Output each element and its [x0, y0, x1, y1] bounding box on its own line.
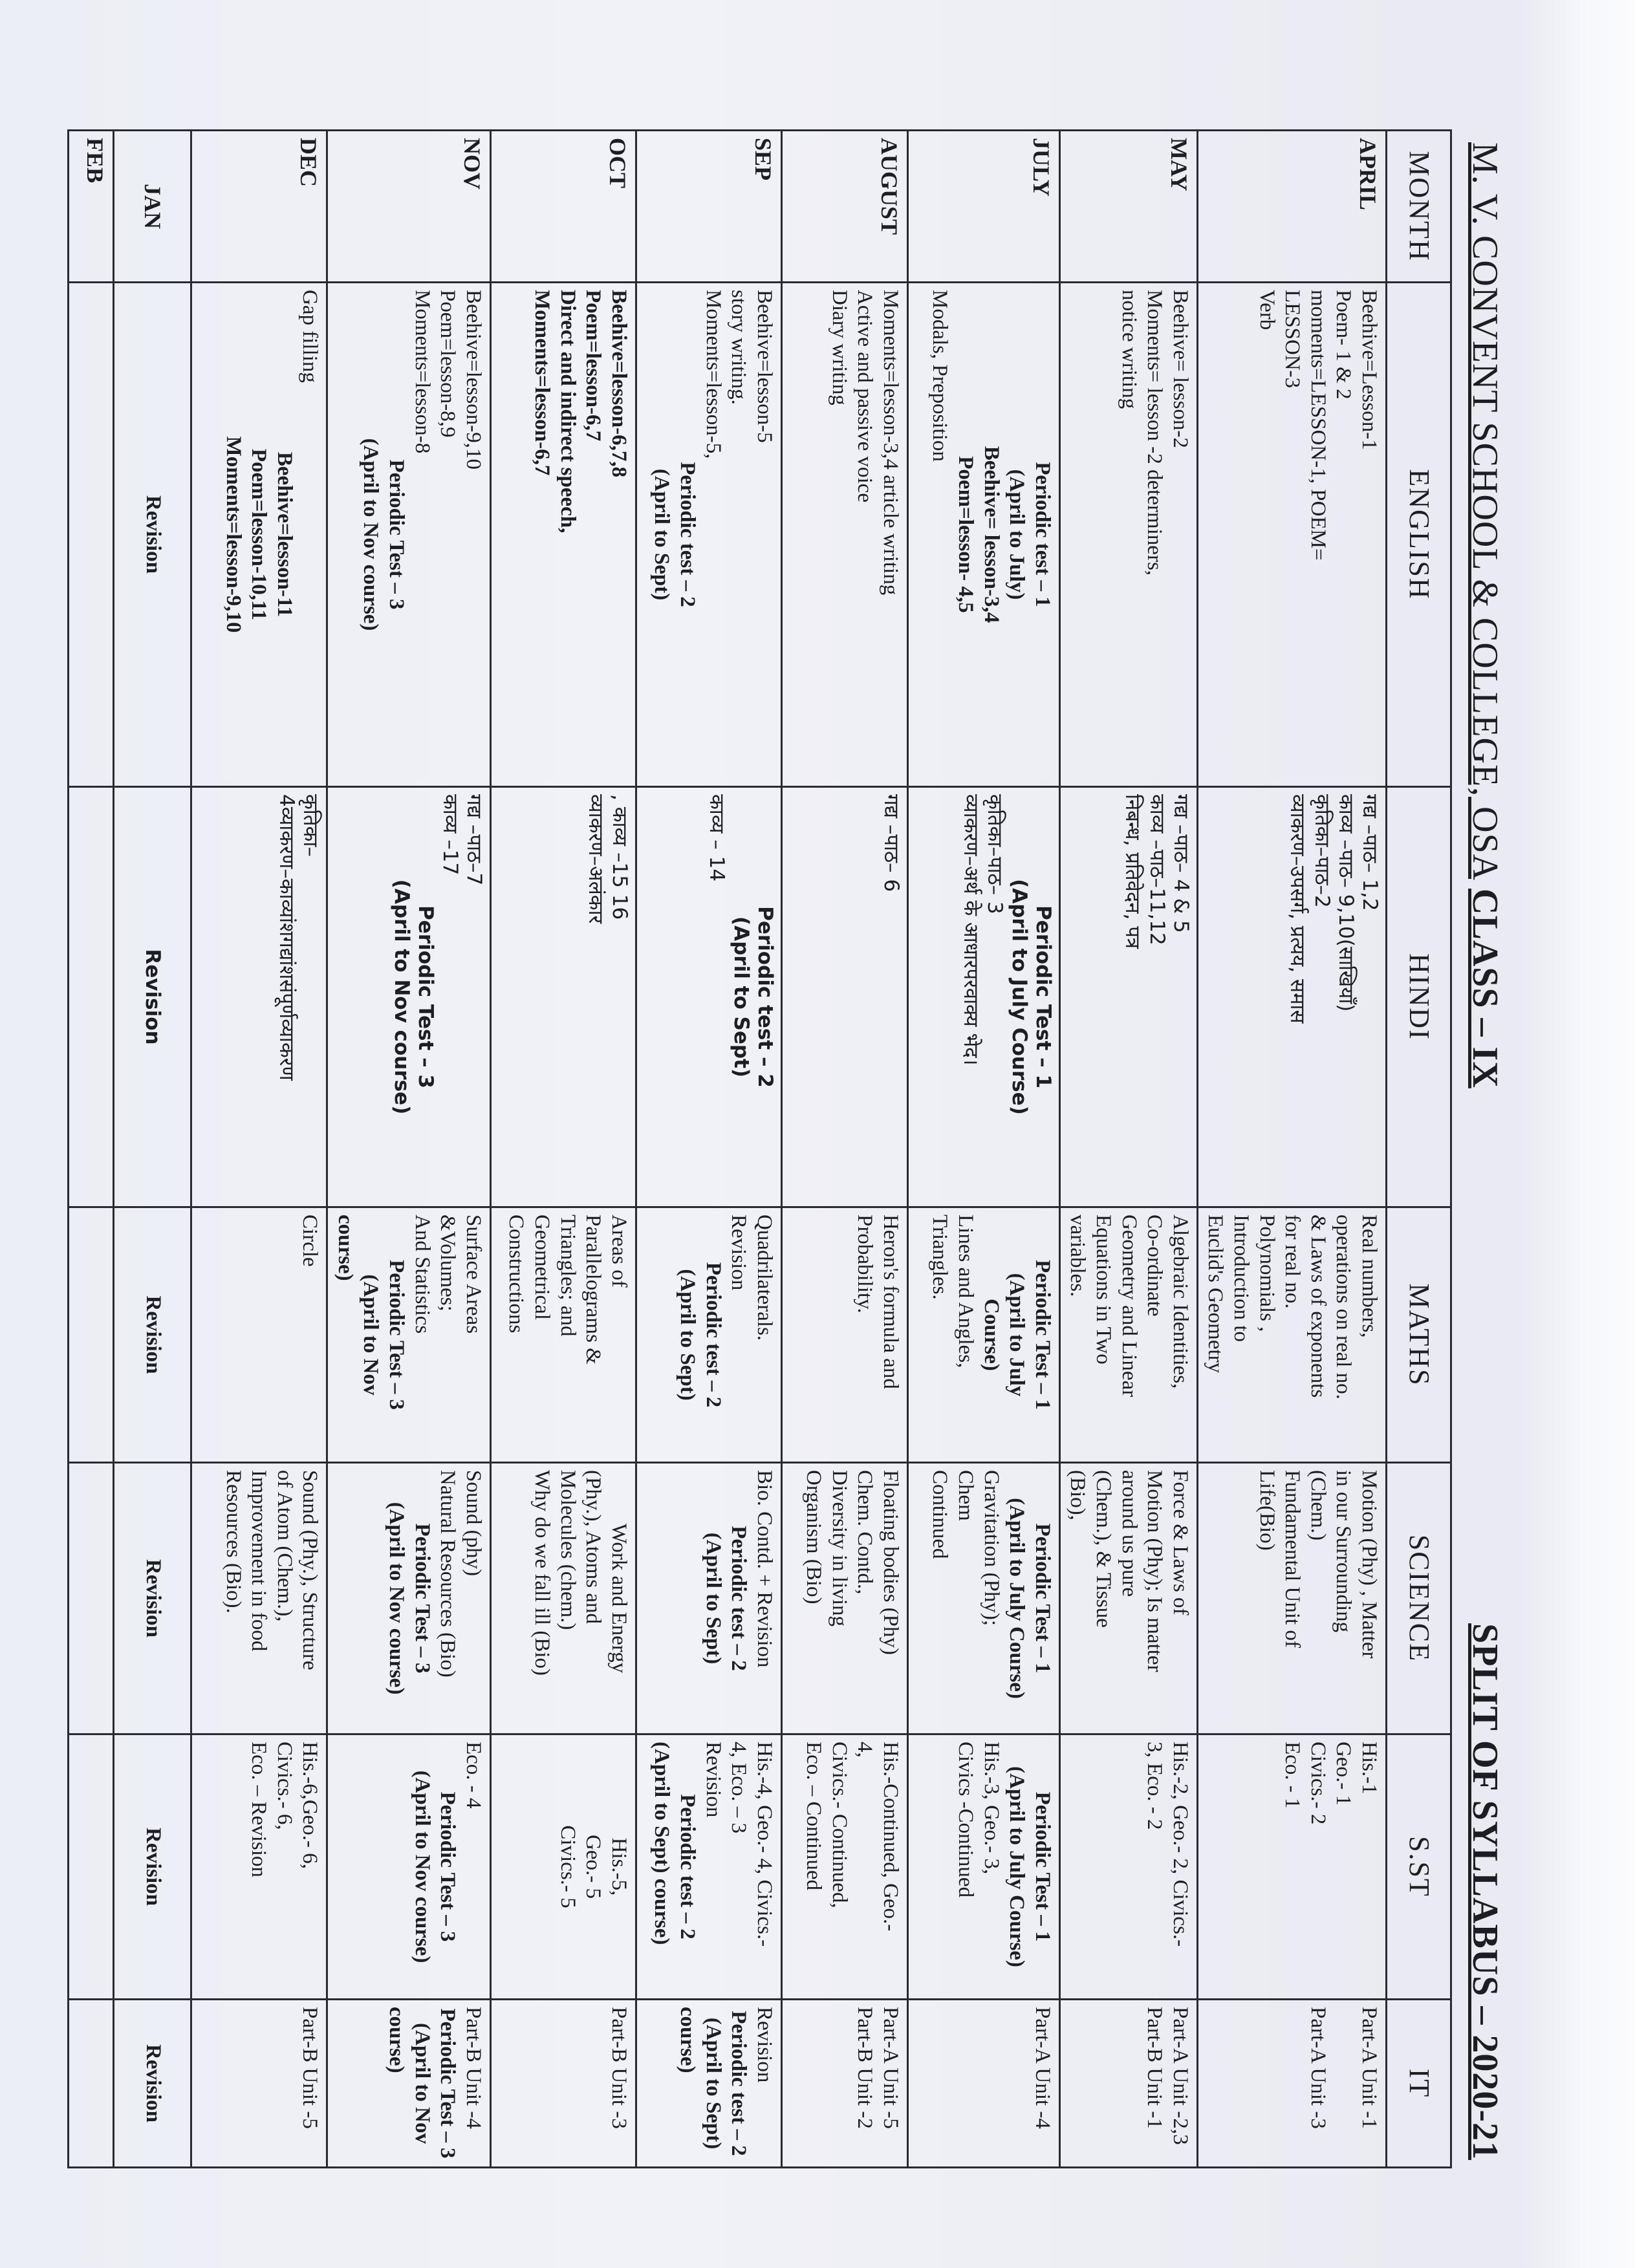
english-cell	[907, 283, 1059, 787]
english-cell	[781, 283, 907, 787]
sst-cell-line: Revision	[701, 1742, 725, 1818]
table-row	[1059, 131, 1197, 2168]
hindi-cell-line: व्याकरण–उपसर्ग, प्रत्यय, समास	[1286, 794, 1310, 1024]
english-cell-line: Moments= lesson -2 determiners,	[1143, 290, 1167, 576]
hindi-cell-line: (April to Sept)	[729, 916, 753, 1078]
sst-cell-line: Eco. – Revision	[247, 1742, 271, 1877]
english-cell-line: Poem=lesson- 4,5	[954, 456, 978, 613]
english-cell-line: Beehive= lesson-3,4	[979, 446, 1003, 623]
hindi-cell-line: गद्य –पाठ–7	[462, 794, 486, 886]
maths-cell-line: Polynomials ,	[1255, 1215, 1279, 1332]
table-row	[1197, 131, 1386, 2168]
hindi-cell-line: कृतिका–	[299, 794, 323, 857]
maths-cell	[191, 1207, 327, 1463]
it-cell-line: (April to Nov	[410, 2023, 434, 2144]
maths-cell-line: Heron's formula and	[878, 1215, 902, 1389]
science-cell-line: Molecules (chem.)	[556, 1470, 579, 1630]
science-cell-line: Periodic Test – 1	[1030, 1523, 1054, 1674]
month-cell: DEC	[191, 131, 327, 283]
hindi-cell-line: गद्य –पाठ– 6	[879, 794, 903, 892]
science-cell	[636, 1463, 781, 1734]
month-cell: OCT	[490, 131, 636, 283]
english-cell	[191, 283, 327, 787]
english-cell-line: Poem=lesson-8,9	[436, 290, 460, 438]
hindi-cell	[636, 787, 781, 1207]
science-cell-line: Sound (phy)	[461, 1470, 485, 1577]
hindi-cell	[781, 787, 907, 1207]
sst-cell-line: Eco. - 4	[461, 1742, 485, 1809]
maths-cell-line: Constructions	[504, 1215, 528, 1334]
science-cell-line: Chem. Contd.,	[853, 1470, 877, 1595]
sst-cell-line: His.-6,Geo.- 6,	[298, 1742, 322, 1870]
col-header-month: MONTH	[1387, 131, 1451, 283]
it-cell-line: Periodic test – 2	[727, 2011, 751, 2156]
table-row	[327, 131, 491, 2168]
science-cell-line: Force & Laws of	[1168, 1470, 1192, 1615]
col-header-hindi: HINDI	[1387, 787, 1451, 1207]
sst-cell	[907, 1734, 1059, 2000]
english-cell-line: Beehive=lesson-6,7,8	[607, 290, 631, 478]
sst-cell-line: Periodic Test – 1	[1030, 1791, 1054, 1942]
col-header-maths: MATHS	[1387, 1207, 1451, 1463]
it-cell	[191, 2000, 327, 2168]
syllabus-title: SPLIT OF SYLLABUS – 2020-21	[1465, 1623, 1505, 2160]
maths-cell-line: Equations in Two	[1092, 1215, 1116, 1365]
hindi-cell-line: , काव्य –15 16	[607, 794, 631, 920]
science-cell-line: Why do we fall ill (Bio)	[530, 1470, 554, 1676]
it-cell	[636, 2000, 781, 2168]
it-cell-line: Part-B Unit -2	[853, 2007, 877, 2129]
english-cell-line: notice writing	[1117, 290, 1141, 409]
english-cell	[1059, 283, 1197, 787]
science-cell	[1059, 1463, 1197, 1734]
english-cell	[636, 283, 781, 787]
sst-cell	[490, 1734, 636, 2000]
english-cell	[327, 283, 491, 787]
it-cell	[907, 2000, 1059, 2168]
english-cell-line: Periodic test – 1	[1030, 462, 1054, 607]
science-cell-line: Motion (Phy) , Matter	[1358, 1470, 1381, 1659]
english-cell	[114, 283, 191, 787]
it-cell-line: course)	[676, 2007, 700, 2073]
science-cell	[1197, 1463, 1386, 1734]
english-cell-line: Active and passive voice	[853, 290, 877, 502]
english-cell-line: Direct and indirect speech,	[556, 290, 579, 534]
maths-cell-line: Co-ordinate	[1143, 1215, 1167, 1317]
science-cell-line: Periodic Test – 3	[410, 1523, 434, 1674]
science-cell	[191, 1463, 327, 1734]
science-cell-line: Diversity in living	[827, 1470, 851, 1626]
science-cell-line: Work and Energy	[607, 1523, 631, 1674]
sst-cell	[114, 1734, 191, 2000]
it-cell	[69, 2000, 114, 2168]
science-cell-line: in our Surrounding	[1332, 1470, 1356, 1633]
it-cell-line: Part-A Unit -5	[878, 2007, 902, 2129]
hindi-cell	[490, 787, 636, 1207]
maths-cell-line: Periodic Test – 3	[385, 1260, 409, 1410]
science-cell-line: Resources (Bio).	[221, 1470, 245, 1614]
month-cell: SEP	[636, 131, 781, 283]
sst-cell-line: Civics.- Continued,	[827, 1742, 851, 1908]
maths-cell-line: variables.	[1066, 1215, 1090, 1297]
maths-cell	[69, 1207, 114, 1463]
month-cell: JAN	[114, 131, 191, 283]
english-cell-line: Beehive=Lesson-1	[1358, 290, 1381, 450]
maths-cell-line: Introduction to	[1229, 1215, 1253, 1343]
english-cell-line: Revision	[141, 495, 165, 574]
maths-cell-line: Euclid's Geometry	[1204, 1215, 1228, 1374]
science-cell	[781, 1463, 907, 1734]
hindi-cell-line: Periodic test – 2	[753, 906, 777, 1088]
english-cell-line: Periodic Test – 3	[385, 459, 409, 610]
english-cell-line: Beehive=lesson-11	[272, 451, 296, 618]
maths-cell-line: Course)	[979, 1299, 1003, 1371]
it-cell-line: Part-B Unit -1	[1143, 2007, 1167, 2129]
hindi-cell	[69, 787, 114, 1207]
sst-cell	[1197, 1734, 1386, 2000]
table-row	[907, 131, 1059, 2168]
maths-cell-line: Triangles.	[928, 1215, 952, 1300]
maths-cell	[1059, 1207, 1197, 1463]
it-cell-line: Revision	[141, 2044, 165, 2122]
science-cell-line: (Chem.)	[1306, 1470, 1330, 1541]
it-cell-line: Periodic Test – 3	[436, 2008, 460, 2159]
maths-cell-line: Quadrilaterals.	[752, 1215, 776, 1341]
science-cell-line: Fundamental Unit of	[1281, 1470, 1305, 1648]
english-cell	[490, 283, 636, 787]
sst-cell-line: Geo.- 5	[581, 1835, 605, 1899]
hindi-cell-line: गद्य –पाठ– 1,2	[1358, 794, 1381, 911]
table-row	[114, 131, 191, 2168]
sst-cell-line: Civics -Continued	[954, 1742, 978, 1898]
english-cell-line: Modals, Preposition	[928, 290, 952, 462]
science-cell-line: (Bio),	[1066, 1470, 1090, 1520]
science-cell-line: Gravitation (Phy);	[979, 1470, 1003, 1626]
sst-cell-line: His.-3, Geo.- 3,	[979, 1742, 1003, 1875]
maths-cell-line: operations on real no.	[1332, 1215, 1356, 1399]
science-cell	[69, 1463, 114, 1734]
sst-cell-line: Civics.- 2	[1306, 1742, 1330, 1825]
it-cell-line: (April to Sept)	[701, 2017, 725, 2150]
hindi-cell-line: कृतिका–पाठ– 3	[983, 794, 1007, 914]
hindi-cell	[191, 787, 327, 1207]
science-cell-line: Bio. Contd. + Revision	[752, 1470, 776, 1668]
sst-cell-line: (April to July Course)	[1005, 1766, 1029, 1967]
science-cell-line: (April to Sept)	[701, 1532, 725, 1665]
month-cell: APRIL	[1197, 131, 1386, 283]
maths-cell-line: Areas of	[607, 1215, 631, 1288]
science-cell-line: Organism (Bio)	[802, 1470, 826, 1604]
rotated-landscape-page	[82, 129, 1552, 2166]
hindi-cell-line: व्याकरण–अलंकार	[583, 794, 607, 924]
hindi-cell-line: कृतिका–पाठ–2	[1310, 794, 1334, 908]
syllabus-table	[67, 129, 1452, 2168]
science-cell-line: Motion (Phy); Is matter	[1143, 1470, 1167, 1672]
science-cell-line: (April to July Course)	[1005, 1498, 1029, 1699]
sst-cell-line: (April to Sept) course)	[650, 1742, 674, 1945]
maths-cell-line: Revision	[727, 1215, 751, 1291]
hindi-cell-line: गद्य –पाठ– 4 & 5	[1169, 794, 1193, 933]
english-cell-line: Periodic test – 2	[676, 462, 700, 607]
hindi-cell-line: काव्य –पाठ–11,12	[1145, 794, 1169, 945]
sst-cell-line: (April to Nov course)	[410, 1770, 434, 1963]
maths-cell-line: Real numbers,	[1358, 1215, 1381, 1338]
english-cell-line: Beehive=lesson-9,10	[461, 290, 485, 470]
it-cell	[114, 2000, 191, 2168]
it-cell-line: Revision	[752, 2007, 776, 2083]
science-cell-line: Chem	[954, 1470, 978, 1521]
english-cell	[1197, 283, 1386, 787]
english-cell-line: Moments=lesson-9,10	[221, 436, 245, 633]
maths-cell-line: Geometrical	[530, 1215, 554, 1321]
it-cell	[1059, 2000, 1197, 2168]
hindi-cell	[1059, 787, 1197, 1207]
maths-cell-line: for real no.	[1281, 1215, 1305, 1309]
table-body	[69, 131, 1387, 2168]
science-cell	[114, 1463, 191, 1734]
maths-cell-line: Lines and Angles,	[954, 1215, 978, 1368]
it-cell-line: Part-A Unit -1	[1358, 2007, 1381, 2129]
month-cell: AUGUST	[781, 131, 907, 283]
hindi-cell-line: Revision	[141, 949, 165, 1045]
english-cell-line: Moments=lesson-5,	[701, 290, 725, 459]
science-cell-line: (April to Nov course)	[385, 1502, 409, 1695]
science-cell-line: Life(Bio)	[1255, 1470, 1279, 1551]
hindi-cell-line: काव्य – 14	[705, 794, 729, 882]
hindi-cell	[327, 787, 491, 1207]
maths-cell-line: Revision	[141, 1295, 165, 1374]
col-header-science: SCIENCE	[1387, 1463, 1451, 1734]
english-cell-line: Moments=lesson-8	[410, 290, 434, 454]
sst-cell-line: His.-5,	[607, 1837, 631, 1896]
sst-cell-line: Civics.- 5	[556, 1825, 579, 1908]
sst-cell-line: 4,	[853, 1742, 877, 1758]
col-header-sst: S.ST	[1387, 1734, 1451, 2000]
hindi-cell	[907, 787, 1059, 1207]
hindi-cell	[1197, 787, 1386, 1207]
month-cell: FEB	[69, 131, 114, 283]
maths-cell-line: (April to Sept)	[676, 1269, 700, 1401]
table-row	[636, 131, 781, 2168]
it-cell-line: Part-A Unit -3	[1306, 2007, 1330, 2129]
maths-cell-line: course)	[333, 1215, 357, 1281]
hindi-cell	[114, 787, 191, 1207]
english-cell-line: (April to July)	[1005, 469, 1029, 600]
hindi-cell-line: काव्य –17	[438, 794, 462, 876]
maths-cell-line: Geometry and Linear	[1117, 1215, 1141, 1398]
maths-cell-line: Algebraic Identities,	[1168, 1215, 1192, 1389]
maths-cell	[636, 1207, 781, 1463]
maths-cell-line: Periodic Test – 1	[1030, 1260, 1054, 1410]
it-cell-line: Part-A Unit -4	[1030, 2007, 1054, 2129]
hindi-cell-line: (April to Nov course)	[390, 879, 414, 1115]
maths-cell-line: And Statistics	[410, 1215, 434, 1334]
maths-cell-line: Periodic test – 2	[701, 1262, 725, 1408]
maths-cell-line: (April to July	[1005, 1273, 1029, 1397]
school-name: M. V. CONVENT SCHOOL & COLLEGE, OSA	[1465, 142, 1505, 880]
science-cell-line: (Phy.), Atoms and	[581, 1470, 605, 1625]
it-cell-line: course)	[385, 2007, 409, 2073]
sst-cell-line: His.-Continued, Geo.-	[878, 1742, 902, 1932]
science-cell-line: (Chem.), & Tissue	[1092, 1470, 1116, 1628]
header-school-class	[1464, 142, 1506, 1088]
science-cell-line: Revision	[141, 1559, 165, 1637]
it-cell-line: Part-A Unit -2,3	[1168, 2007, 1192, 2145]
science-cell-line: Floating bodies (Phy)	[878, 1470, 902, 1655]
sst-cell	[781, 1734, 907, 2000]
english-cell-line: Beehive= lesson-2	[1168, 290, 1192, 448]
science-cell-line: Natural Resources (Bio)	[436, 1470, 460, 1678]
english-cell	[69, 283, 114, 787]
hindi-cell-line: Periodic Test – 3	[414, 905, 438, 1088]
maths-cell	[781, 1207, 907, 1463]
sst-cell	[191, 1734, 327, 2000]
it-cell-line: Part-B Unit -3	[607, 2007, 631, 2129]
sst-cell-line: 4, Eco. – 3	[727, 1742, 751, 1834]
month-cell: MAY	[1059, 131, 1197, 283]
class-name: CLASS – IX	[1465, 889, 1505, 1088]
science-cell-line: around us pure	[1117, 1470, 1141, 1597]
it-cell-line: Part-B Unit -5	[298, 2007, 322, 2129]
col-header-it: IT	[1387, 2000, 1451, 2168]
science-cell	[327, 1463, 491, 1734]
table-row	[490, 131, 636, 2168]
sst-cell-line: Revision	[141, 1827, 165, 1906]
maths-cell	[327, 1207, 491, 1463]
sst-cell-line: Eco. - 1	[1281, 1742, 1305, 1809]
english-cell-line: Beehive=lesson-5	[752, 290, 776, 443]
maths-cell	[114, 1207, 191, 1463]
english-cell-line: Poem=lesson-10,11	[247, 448, 271, 621]
hindi-cell-line: व्याकरण–अर्थ के आधारपरवाक्य भेद।	[959, 794, 983, 1066]
english-cell-line: story writing.	[727, 290, 751, 405]
english-cell-line: Diary writing	[827, 290, 851, 405]
hindi-cell-line: निबन्ध, प्रतिवेदन, पत्र	[1121, 794, 1145, 949]
col-header-english: ENGLISH	[1387, 283, 1451, 787]
maths-cell-line: & Laws of exponents	[1306, 1215, 1330, 1398]
table-header-row	[1387, 131, 1451, 2168]
sst-cell	[1059, 1734, 1197, 2000]
it-cell	[490, 2000, 636, 2168]
maths-cell-line: Surface Areas	[461, 1215, 485, 1334]
sst-cell-line: His.-1	[1358, 1742, 1381, 1795]
english-cell-line: Moments=lesson-3,4 article writing	[878, 290, 902, 596]
maths-cell	[490, 1207, 636, 1463]
hindi-cell-line: काव्य –पाठ– 9,10(साखियाँ)	[1334, 794, 1358, 1012]
english-cell-line: Poem- 1 & 2	[1332, 290, 1356, 400]
maths-cell	[907, 1207, 1059, 1463]
hindi-cell-line: 4व्याकरण–काव्यांशगद्यांशसंपूर्णव्याकरण	[275, 794, 299, 1081]
science-cell	[490, 1463, 636, 1734]
sst-cell-line: Periodic test – 2	[676, 1794, 700, 1939]
table-row	[69, 131, 114, 2168]
sst-cell	[327, 1734, 491, 2000]
month-cell: NOV	[327, 131, 491, 283]
it-cell	[327, 2000, 491, 2168]
maths-cell-line: Circle	[298, 1215, 322, 1267]
sst-cell-line: Geo.- 1	[1332, 1742, 1356, 1806]
english-cell-line: Verb	[1255, 290, 1279, 330]
science-cell-line: Periodic test – 2	[727, 1526, 751, 1671]
english-cell-line: Gap filling	[298, 290, 322, 383]
it-cell	[1197, 2000, 1386, 2168]
it-cell-line: Part-B Unit -4	[461, 2007, 485, 2129]
maths-cell-line: Parallelograms &	[581, 1215, 605, 1365]
science-cell	[907, 1463, 1059, 1734]
english-cell-line: moments=LESSON-1, POEM=	[1306, 290, 1330, 561]
sst-cell-line: Eco. – Continued	[802, 1742, 826, 1891]
month-cell: JULY	[907, 131, 1059, 283]
sst-cell-line: His.-2, Geo.- 2, Civics.-	[1168, 1742, 1192, 1947]
maths-cell	[1197, 1207, 1386, 1463]
maths-cell-line: Triangles; and	[556, 1215, 579, 1337]
sst-cell-line: Civics.- 6,	[272, 1742, 296, 1830]
sst-cell-line: Periodic Test – 3	[436, 1791, 460, 1942]
sst-cell	[69, 1734, 114, 2000]
science-cell-line: of Atom (Chem.),	[272, 1470, 296, 1622]
page-header	[1455, 129, 1552, 2166]
english-cell-line: (April to Nov course)	[359, 438, 383, 631]
science-cell-line: Continued	[928, 1470, 952, 1559]
table-row	[191, 131, 327, 2168]
table-row	[781, 131, 907, 2168]
sst-cell	[636, 1734, 781, 2000]
english-cell-line: LESSON-3	[1281, 290, 1305, 389]
sst-cell-line: 3, Eco. - 2	[1143, 1742, 1167, 1830]
hindi-cell-line: Periodic Test – 1	[1031, 905, 1055, 1088]
english-cell-line: (April to Sept)	[650, 468, 674, 601]
hindi-cell-line: (April to July Course)	[1007, 879, 1031, 1115]
science-cell-line: Sound (Phy.), Structure	[298, 1470, 322, 1670]
maths-cell-line: Probability.	[853, 1215, 877, 1313]
science-cell-line: Improvement in food	[247, 1470, 271, 1652]
it-cell-line	[1330, 2007, 1356, 2160]
maths-cell-line: &Volumes;	[436, 1215, 460, 1312]
english-cell-line: Poem=lesson-6,7	[581, 290, 605, 442]
it-cell	[781, 2000, 907, 2168]
english-cell-line: Moments=lesson-6,7	[530, 290, 554, 476]
maths-cell-line: (April to Nov	[359, 1274, 383, 1396]
sst-cell-line: His.-4, Geo.- 4, Civics.-	[752, 1742, 776, 1947]
